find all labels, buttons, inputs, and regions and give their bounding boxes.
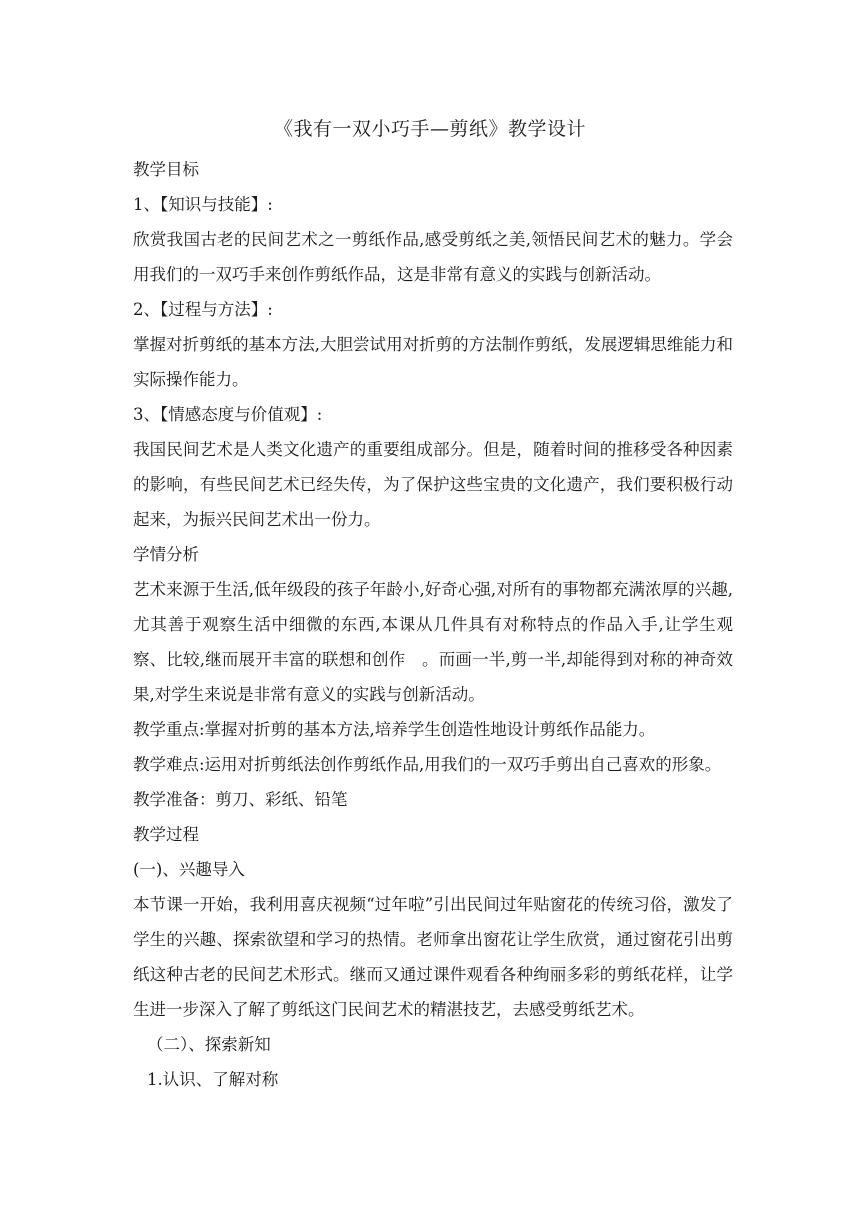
document-body (133, 152, 733, 1097)
section2-heading: （二）、探索新知 (147, 1035, 271, 1054)
section1-text: 本节课一开始，我利用喜庆视频“过年啦”引出民间过年贴窗花的传统习俗，激发了学生的兴趣、探索欲望和学习的热情。老师拿出窗花让学生欣赏，通过窗花引出剪纸这种古老的民间艺术形式。继而又通过课件观看各种绚丽多彩的剪纸花样，让学生进一步深入了解了剪纸这门民间艺术的精湛技艺，去感受剪纸艺术。 (133, 895, 733, 1019)
key-point: 教学重点:掌握对折剪的基本方法,培养学生创造性地设计剪纸作品能力。 (133, 720, 656, 739)
section1-heading: (一)、兴趣导入 (133, 860, 245, 879)
analysis-heading: 学情分析 (133, 545, 199, 564)
goal2-heading: 2、【过程与方法】: (133, 300, 273, 319)
analysis-text: 艺术来源于生活,低年级段的孩子年龄小,好奇心强,对所有的事物都充满浓厚的兴趣,尤其善于观察生活中细微的东西,本课从几件具有对称特点的作品入手,让学生观察、比较,继而展开丰富的联想和创作 。而画一半,剪一半,却能得到对称的神奇效果,对学生来说是非常有意义的实践与创新活动。 (133, 580, 733, 704)
process-heading: 教学过程 (133, 825, 199, 844)
document-title: 《我有一双小巧手—剪纸》教学设计 (273, 118, 586, 140)
goal2-text: 掌握对折剪纸的基本方法,大胆尝试用对折剪的方法制作剪纸，发展逻辑思维能力和实际操作能力。 (133, 335, 733, 389)
difficulty: 教学难点:运用对折剪纸法创作剪纸作品,用我们的一双巧手剪出自己喜欢的形象。 (133, 755, 722, 774)
goal1-text: 欣赏我国古老的民间艺术之一剪纸作品,感受剪纸之美,领悟民间艺术的魅力。学会用我们的一双巧手来创作剪纸作品，这是非常有意义的实践与创新活动。 (133, 230, 733, 284)
goal3-text: 我国民间艺术是人类文化遗产的重要组成部分。但是，随着时间的推移受各种因素的影响，有些民间艺术已经失传，为了保护这些宝贵的文化遗产，我们要积极行动起来，为振兴民间艺术出一份力。 (133, 440, 733, 529)
goals-heading: 教学目标 (133, 160, 199, 179)
section2-item1: 1.认识、了解对称 (147, 1070, 279, 1089)
preparation: 教学准备：剪刀、彩纸、铅笔 (133, 790, 348, 809)
goal1-heading: 1、【知识与技能】: (133, 195, 273, 214)
goal3-heading: 3、【情感态度与价值观】: (133, 405, 323, 424)
